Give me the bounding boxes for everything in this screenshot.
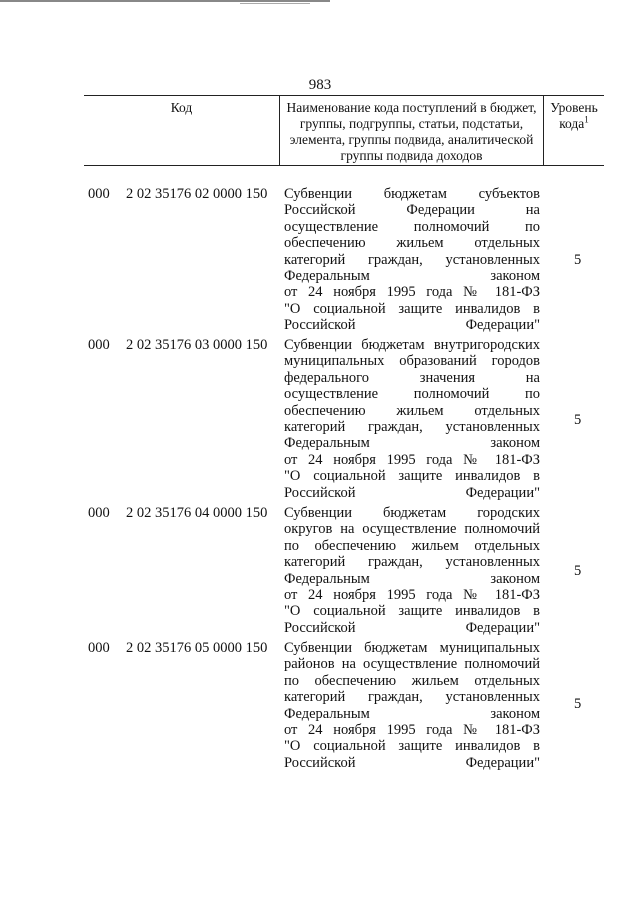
- row-level: 5: [574, 563, 582, 579]
- row-level: 5: [574, 696, 582, 712]
- row-code: 2 02 35176 03 0000 150: [126, 337, 268, 353]
- header-code: Код: [84, 96, 280, 165]
- row-code: 2 02 35176 04 0000 150: [126, 505, 268, 521]
- header-level: [544, 96, 604, 165]
- header-level-label: Уровень кода: [550, 100, 598, 131]
- row-prefix: 000: [88, 337, 110, 353]
- row-code: 2 02 35176 02 0000 150: [126, 186, 268, 202]
- row-level: 5: [574, 252, 582, 268]
- row-prefix: 000: [88, 640, 110, 656]
- row-description: Субвенции бюджетам муниципальных районов на осуществление полномочий по обеспечению жильем отдельных категорий граждан, установленных Федеральным законом от 24 ноября 1995 года № 181-ФЗ "О социальной защите инвалидов в Российской Федерации": [284, 640, 540, 771]
- row-code: 2 02 35176 05 0000 150: [126, 640, 268, 656]
- header-name: Наименование кода поступлений в бюджет, группы, подгруппы, статьи, подстатьи, элемента, группы подвида, аналитической группы подвида доходов: [280, 96, 544, 165]
- page-number: 983: [308, 77, 332, 93]
- table-header: [84, 95, 604, 166]
- row-prefix: 000: [88, 186, 110, 202]
- row-description: Субвенции бюджетам субъектов Российской Федерации на осуществление полномочий по обеспечению жильем отдельных категорий граждан, установленных Федеральным законом от 24 ноября 1995 года № 181-ФЗ "О социальной защите инвалидов в Российской Федерации": [284, 186, 540, 334]
- top-rule: [0, 0, 330, 2]
- row-description: Субвенции бюджетам внутригородских муниципальных образований городов федерального значения на осуществление полномочий по обеспечению жильем отдельных категорий граждан, установленных Федеральным законом от 24 ноября 1995 года № 181-ФЗ "О социальной защите инвалидов в Российской Федерации": [284, 337, 540, 501]
- row-level: 5: [574, 412, 582, 428]
- row-description: Субвенции бюджетам городских округов на осуществление полномочий по обеспечению жильем отдельных категорий граждан, установленных Федеральным законом от 24 ноября 1995 года № 181-ФЗ "О социальной защите инвалидов в Российской Федерации": [284, 505, 540, 636]
- header-level-footnote: 1: [584, 114, 589, 125]
- top-rule-secondary: [240, 3, 310, 4]
- row-prefix: 000: [88, 505, 110, 521]
